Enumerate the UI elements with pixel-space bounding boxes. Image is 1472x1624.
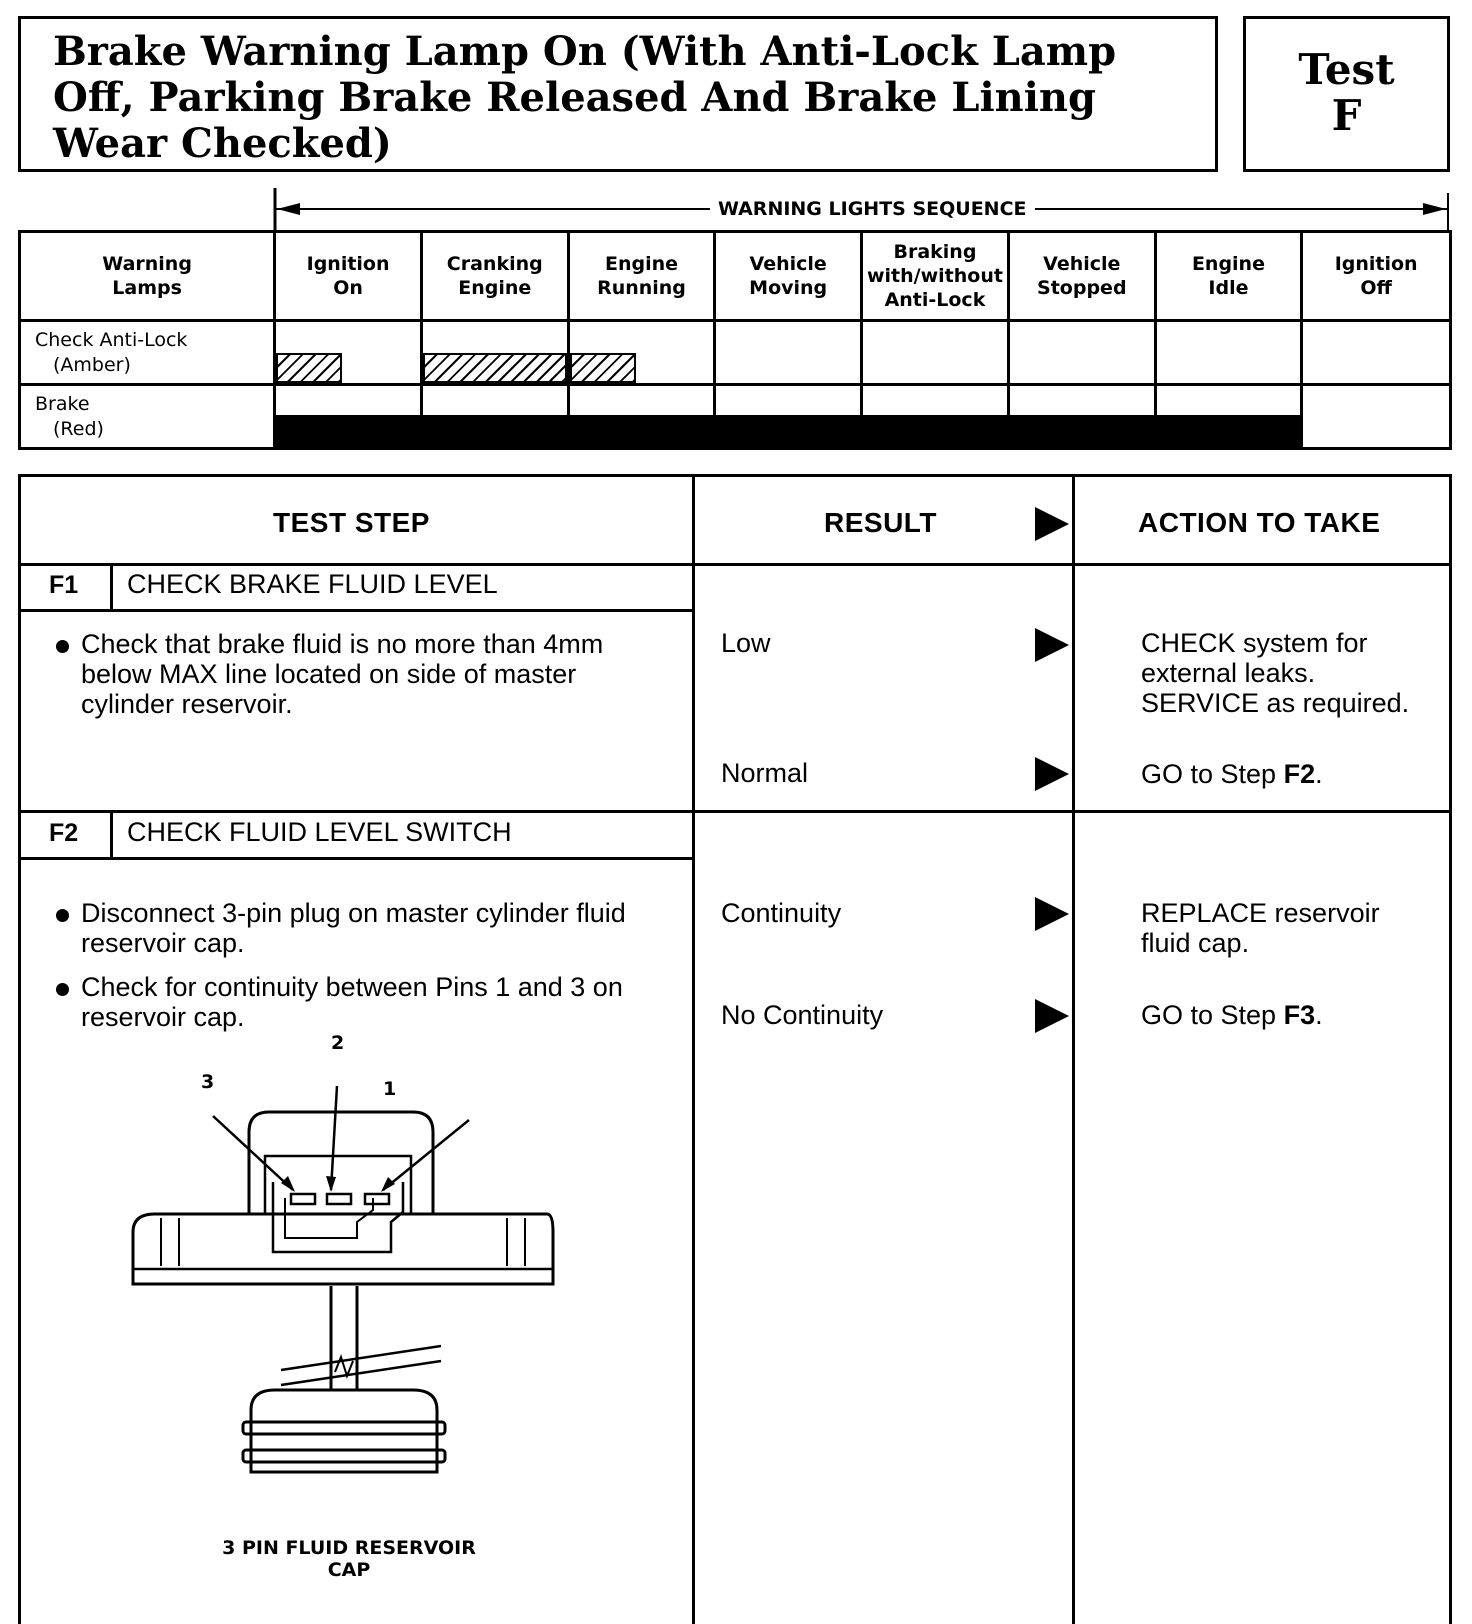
instruction-line: cylinder reservoir.	[81, 689, 293, 719]
anti-lock-hatch-bar	[423, 353, 567, 383]
pin-label-1: 1	[383, 1078, 397, 1100]
step-title-f2: CHECK FLUID LEVEL SWITCH	[127, 817, 512, 847]
lamp-text: Check Anti-Lock	[35, 328, 188, 351]
phase-engine-idle	[1155, 232, 1302, 321]
step-title-f1: CHECK BRAKE FLUID LEVEL	[127, 569, 498, 599]
step-divider	[21, 810, 1449, 813]
result-arrow-icon	[1035, 897, 1069, 931]
phase-ignition-off	[1302, 232, 1451, 321]
diagram-caption	[199, 1537, 499, 1581]
lamp-row-brake	[20, 385, 1451, 449]
brake-on-bar	[1157, 415, 1301, 447]
f2-instruction-2	[81, 972, 623, 1032]
brake-cell	[861, 385, 1008, 449]
action-text: .	[1315, 759, 1323, 789]
column-divider	[1072, 477, 1075, 1624]
bullet-icon	[56, 640, 69, 653]
test-id-letter: F	[1331, 91, 1362, 140]
instruction-line: Check for continuity between Pins 1 and 3 on	[81, 972, 623, 1002]
action-line: SERVICE as required.	[1141, 688, 1410, 718]
brake-on-bar	[1010, 415, 1154, 447]
anti-lock-ignition-on	[275, 321, 422, 385]
phase-text: Engine	[604, 253, 678, 275]
result-header: RESULT	[824, 507, 937, 538]
action-text: .	[1315, 1000, 1323, 1030]
action-header: ACTION TO TAKE	[1138, 507, 1381, 538]
result-low: Low	[721, 628, 771, 658]
anti-lock-hatch-bar	[570, 353, 636, 383]
phase-text: Engine	[1191, 253, 1265, 275]
header-text: Lamps	[112, 277, 182, 299]
action-normal	[1141, 759, 1323, 789]
test-id-label: Test	[1298, 45, 1395, 94]
header-text: Warning	[102, 253, 192, 275]
phase-braking	[861, 232, 1008, 321]
phase-ignition-on	[275, 232, 422, 321]
step-title-divider	[21, 609, 692, 612]
phase-text: Cranking	[446, 253, 543, 275]
action-no-continuity	[1141, 1000, 1323, 1030]
instruction-line: below MAX line located on side of master	[81, 659, 577, 689]
phase-text: Braking	[893, 241, 977, 263]
header-divider	[21, 563, 1449, 566]
action-line: fluid cap.	[1141, 928, 1250, 958]
phase-vehicle-moving	[715, 232, 862, 321]
caption-line: CAP	[327, 1559, 371, 1581]
caption-line: 3 PIN FLUID RESERVOIR	[222, 1537, 476, 1559]
title-line-1: Brake Warning Lamp On (With Anti-Lock Lamp	[53, 28, 1117, 75]
warning-lamps-header	[20, 232, 275, 321]
step-id-f2: F2	[49, 819, 79, 847]
phase-text: On	[333, 277, 363, 299]
phase-text: Stopped	[1037, 277, 1127, 299]
brake-cell	[275, 385, 422, 449]
step-id-divider	[110, 810, 113, 857]
instruction-line: Check that brake fluid is no more than 4mm	[81, 629, 604, 659]
sequence-label: WARNING LIGHTS SEQUENCE	[710, 198, 1035, 220]
phase-engine-running	[568, 232, 715, 321]
brake-cell	[568, 385, 715, 449]
warning-lights-table	[18, 230, 1452, 450]
phase-text: Idle	[1208, 277, 1249, 299]
anti-lock-cell	[715, 321, 862, 385]
brake-on-bar	[863, 415, 1007, 447]
f2-instruction-1	[81, 898, 626, 958]
instruction-line: reservoir cap.	[81, 928, 245, 958]
brake-cell	[1008, 385, 1155, 449]
action-continuity	[1141, 898, 1380, 958]
brake-on-bar	[716, 415, 860, 447]
phase-cranking-engine	[421, 232, 568, 321]
action-low	[1141, 628, 1409, 718]
anti-lock-cell	[1155, 321, 1302, 385]
phase-text: Ignition	[306, 253, 390, 275]
lamp-text: (Amber)	[53, 353, 131, 376]
test-step-header: TEST STEP	[273, 507, 430, 538]
brake-cell	[421, 385, 568, 449]
title-line-2: Off, Parking Brake Released And Brake Lining	[53, 74, 1096, 121]
anti-lock-cell	[861, 321, 1008, 385]
lamp-anti-lock-label	[20, 321, 275, 385]
pin-label-3: 3	[201, 1071, 215, 1093]
pin-label-2: 2	[331, 1032, 345, 1054]
result-arrow-icon	[1035, 628, 1069, 662]
step-title-divider	[21, 857, 692, 860]
phase-text: with/without	[866, 265, 1003, 287]
lamp-text: (Red)	[53, 417, 104, 440]
brake-on-bar	[570, 415, 714, 447]
lamp-brake-label	[20, 385, 275, 449]
instruction-line: reservoir cap.	[81, 1002, 245, 1032]
bullet-icon	[56, 983, 69, 996]
instruction-line: Disconnect 3-pin plug on master cylinder fluid	[81, 898, 626, 928]
phase-text: Off	[1360, 277, 1392, 299]
anti-lock-engine-running	[568, 321, 715, 385]
step-id-divider	[110, 563, 113, 609]
brake-cell	[715, 385, 862, 449]
phase-text: Vehicle	[749, 253, 827, 275]
result-arrow-icon	[1035, 757, 1069, 791]
result-continuity: Continuity	[721, 898, 842, 928]
brake-cell	[1302, 385, 1451, 449]
title-line-3: Wear Checked)	[53, 120, 392, 167]
phase-text: Engine	[458, 277, 532, 299]
anti-lock-cell	[1302, 321, 1451, 385]
brake-on-bar	[423, 415, 567, 447]
f1-instruction	[81, 629, 603, 719]
action-line: external leaks.	[1141, 658, 1316, 688]
phase-vehicle-stopped	[1008, 232, 1155, 321]
phase-text: Running	[597, 277, 686, 299]
test-procedure-table	[18, 474, 1452, 1624]
step-reference: F2	[1283, 759, 1316, 789]
result-normal: Normal	[721, 758, 809, 788]
result-no-continuity: No Continuity	[721, 1000, 884, 1030]
phase-text: Ignition	[1334, 253, 1418, 275]
step-id-f1: F1	[49, 571, 79, 599]
lamp-row-anti-lock	[20, 321, 1451, 385]
anti-lock-cell	[1008, 321, 1155, 385]
step-reference: F3	[1283, 1000, 1316, 1030]
action-line: REPLACE reservoir	[1141, 898, 1380, 928]
result-arrow-icon	[1035, 507, 1069, 541]
bullet-icon	[56, 909, 69, 922]
column-divider	[692, 477, 695, 1624]
lamp-text: Brake	[35, 392, 90, 415]
brake-cell	[1155, 385, 1302, 449]
brake-on-bar	[276, 415, 420, 447]
anti-lock-hatch-bar	[276, 353, 342, 383]
anti-lock-cranking	[421, 321, 568, 385]
action-text: GO to Step	[1141, 759, 1284, 789]
phase-text: Anti-Lock	[884, 289, 986, 311]
phase-text: Moving	[749, 277, 828, 299]
reservoir-cap-diagram	[121, 1072, 581, 1492]
phase-text: Vehicle	[1043, 253, 1121, 275]
action-line: CHECK system for	[1141, 628, 1368, 658]
result-arrow-icon	[1035, 999, 1069, 1033]
action-text: GO to Step	[1141, 1000, 1284, 1030]
